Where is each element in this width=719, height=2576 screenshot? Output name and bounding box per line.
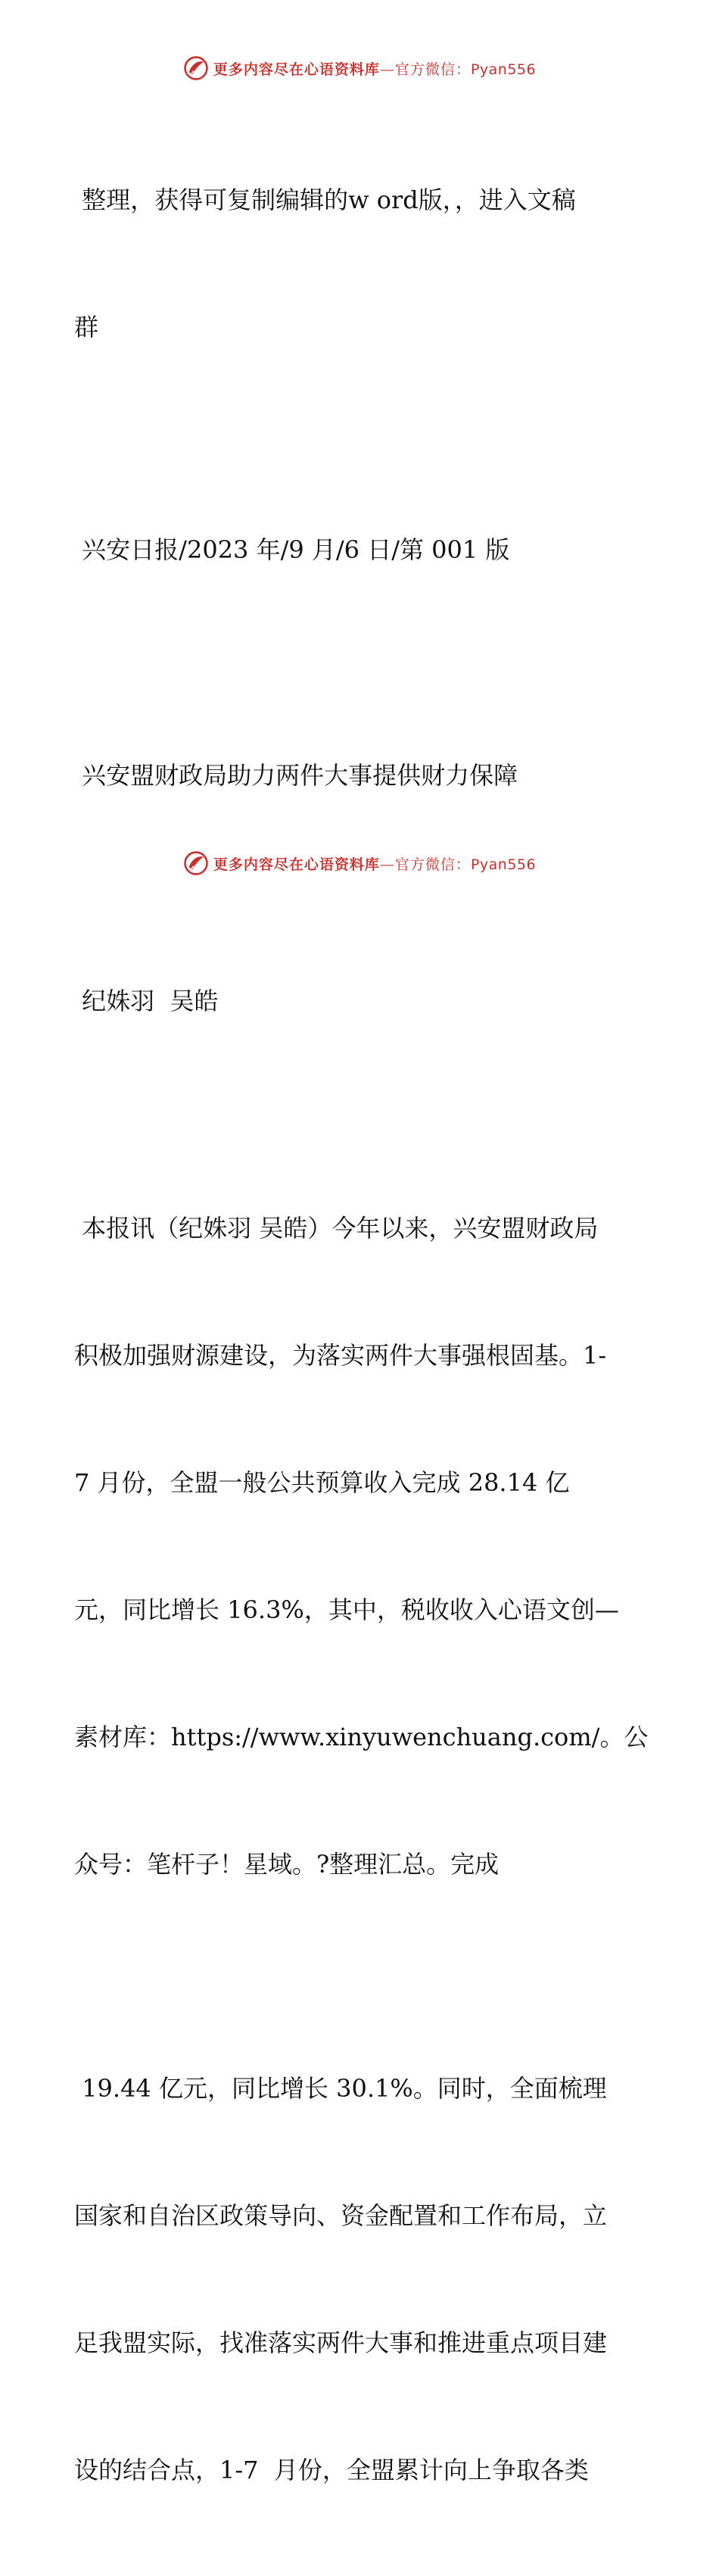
body-line: 素材库：https://www.xinyuwenchuang.com/。公 [74,1723,649,1751]
document-body [74,94,657,2576]
watermark-dash: — [379,61,395,78]
watermark-official: 官方微信： [394,856,471,873]
body-line: 本报讯（纪姝羽 吴皓）今年以来，兴安盟财政局 [74,1214,599,1243]
body-line: 国家和自治区政策导向、资金配置和工作布局，立 [74,2201,608,2230]
header-watermark [0,53,719,83]
pen-logo-icon [183,850,209,876]
body-line: 7 月份，全盟一般公共预算收入完成 28.14 亿 [74,1468,570,1497]
body-paragraph-1 [74,1122,657,1970]
body-line: 众号：笔杆子！星域。?整理汇总。完成 [74,1850,500,1879]
watermark-main: 更多内容尽在心语资料库 [213,856,380,873]
body-line: 元，同比增长 16.3%，其中，税收收入心语文创— [74,1595,619,1624]
watermark-text [213,58,536,79]
body-line: 足我盟实际，找准落实两件大事和推进重点项目建 [74,2328,608,2357]
pen-logo-icon [183,55,209,81]
footer-watermark [0,848,719,878]
watermark-account: Pyan556 [470,856,537,873]
watermark-official: 官方微信： [394,61,471,78]
watermark-account: Pyan556 [470,61,537,78]
body-paragraph-2 [74,1982,657,2576]
watermark-text [213,853,536,874]
intro-line: 群 [74,313,99,341]
watermark-main: 更多内容尽在心语资料库 [213,61,380,78]
body-line: 设的结合点，1-7 月份，全盟累计向上争取各类 [74,2456,589,2484]
body-line: 积极加强财源建设，为落实两件大事强根固基。1- [74,1341,607,1370]
source-text: 兴安日报/2023 年/9 月/6 日/第 001 版 [74,535,510,564]
body-line: 19.44 亿元，同比增长 30.1%。同时，全面梳理 [74,2074,607,2103]
article-authors [74,895,657,1107]
source-line [74,444,657,656]
title-text: 兴安盟财政局助力两件大事提供财力保障 [74,761,518,790]
intro-line: 整理，获得可复制编辑的w ord版，，进入文稿 [74,186,576,214]
authors-text: 纪姝羽 吴皓 [74,987,219,1015]
watermark-dash: — [379,856,395,873]
intro-paragraph [74,94,657,433]
